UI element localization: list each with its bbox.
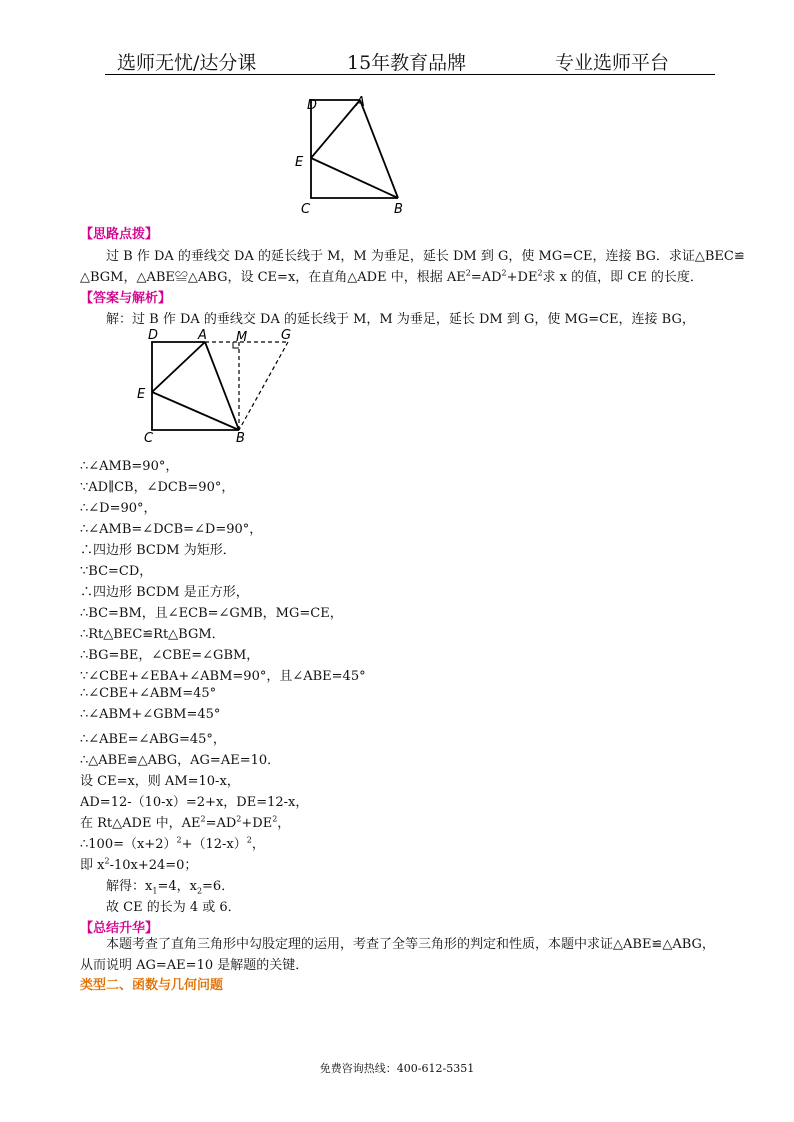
summary-title: 【总结升华】 [80,921,159,936]
hint-title: 【思路点拨】 [80,227,159,242]
header-right: 专业选师平台 [555,52,670,74]
fig2-label-d: D [148,328,159,343]
section-heading-type-two: 类型二、函数与几何问题 [80,978,224,993]
equation-solution: 解得：$x_1=4$，$x_2=6$． [106,879,235,896]
step-line: ∴四边形 BCDM 为矩形． [80,543,236,558]
fig2-label-c: C [144,431,154,446]
equation-substitution: $\therefore 100=(x+2)^2+(12-x)^2$， [80,835,265,852]
fig1-label-d: D [307,98,318,113]
step-line: ∵∠CBE+∠EBA+∠ABM=90°，且∠ABE=45° [80,669,366,684]
step-line: 设 CE=x，则 AM=10-x， [80,774,240,789]
fig1-label-c: C [301,202,311,217]
fig1-square-sides [311,100,398,198]
step-line: ∴BC=BM，且∠ECB=∠GMB，MG=CE， [80,606,343,621]
conclusion-line: 故 CE 的长为 4 或 6． [106,900,241,915]
figure-2 [132,324,300,446]
fig2-square-sides [152,342,239,430]
hint-line-1: 过 B 作 DA 的垂线交 DA 的延长线于 M，M 为垂足，延长 DM 到 G，使 MG=CE，连接 BG．求证△BEC≌ [106,249,745,264]
step-line: ∵AD∥CB，∠DCB=90°， [80,480,235,495]
fig2-label-g: G [281,328,292,343]
summary-text: 本题考查了直角三角形中勾股定理的运用，考查了全等三角形的判定和性质，本题中求证△ABE≌△ABG，从而说明 AG=AE=10 是解题的关键． [80,937,715,973]
fig2-label-b: B [236,431,245,446]
answer-intro: 解：过 B 作 DA 的垂线交 DA 的延长线于 M，M 为垂足，延长 DM 到 G，使 MG=CE，连接 BG， [106,312,695,327]
fig2-dashed-gb [239,342,288,430]
figure-1 [290,92,420,220]
footer-hotline: 免费咨询热线：400-612-5351 [319,1062,475,1075]
fig1-label-e: E [295,155,304,170]
header-left: 选师无忧/达分课 [117,52,257,74]
answer-title: 【答案与解析】 [80,291,172,306]
fig2-label-m: M [236,330,248,345]
fig2-label-e: E [137,387,146,402]
step-line: ∴∠D=90°， [80,501,157,516]
fig2-ea [152,342,205,392]
fig1-label-a: A [356,95,365,110]
step-line: AD=12-（10-x）=2+x，DE=12-x， [80,795,309,810]
step-line: ∴∠CBE+∠ABM=45° [80,686,217,701]
hint-line-2: △BGM，△ABE≌△ABG，设 CE=x，在直角△ADE 中，根据 $AE^2=AD^2+DE^2$求 x 的值，即 CE 的长度． [80,268,703,285]
equation-pythagoras: 在 Rt△ADE 中，$AE^2=AD^2+DE^2$， [80,814,291,831]
page-header [105,46,715,75]
header-middle: 15年教育品牌 [347,52,467,74]
fig2-label-a: A [198,328,207,343]
step-line: ∴BG=BE，∠CBE=∠GBM， [80,648,260,663]
step-line: ∴∠ABM+∠GBM=45° [80,707,221,722]
fig1-ea [311,100,360,158]
step-line: ∴Rt△BEC≌Rt△BGM． [80,627,225,642]
step-line: ∴∠AMB=∠DCB=∠D=90°， [80,522,263,537]
step-line: ∴∠ABE=∠ABG=45°， [80,732,226,747]
equation-quadratic: 即 $x^2-10x+24=0$； [80,856,198,873]
step-line: ∴∠AMB=90°， [80,459,179,474]
step-line: ∴四边形 BCDM 是正方形， [80,585,249,600]
fig1-label-b: B [394,202,403,217]
step-line: ∴△ABE≌△ABG，AG=AE=10． [80,753,281,768]
step-line: ∵BC=CD， [80,564,153,579]
